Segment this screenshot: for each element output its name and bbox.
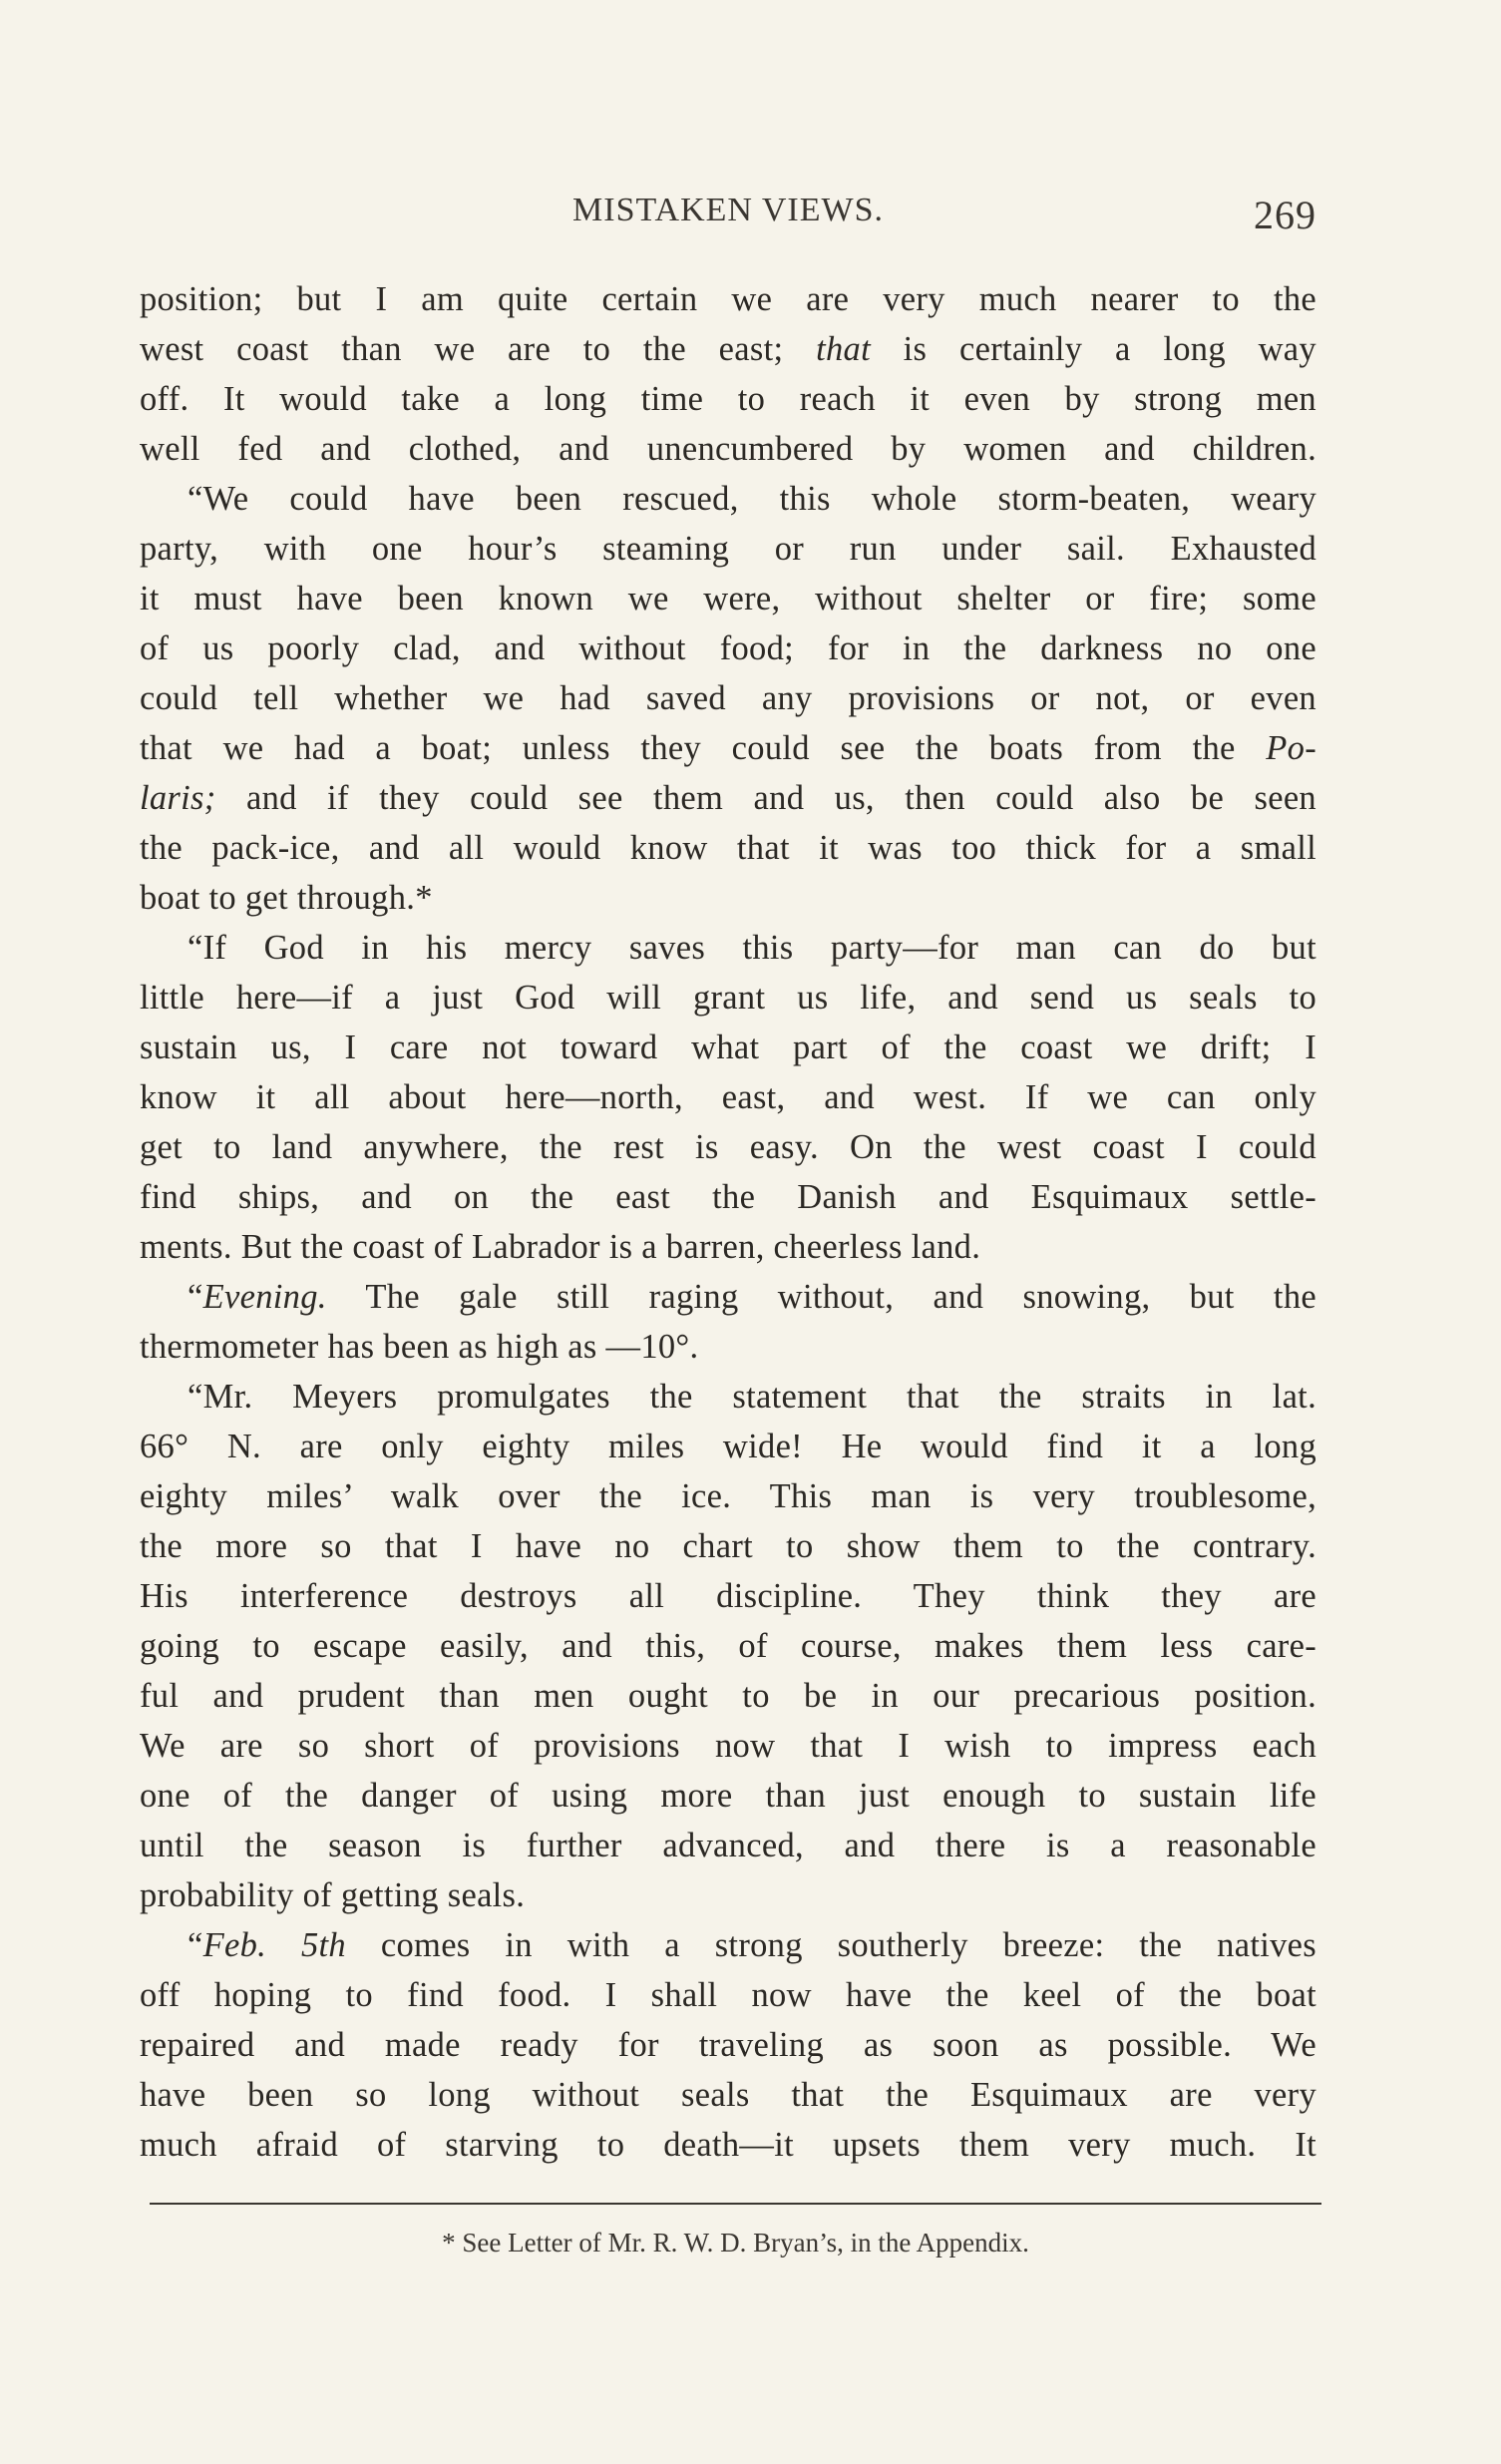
text-line: thermometer has been as high as —10°. [140, 1328, 699, 1366]
text-line: “If God in his mercy saves this party—for man can do but [188, 929, 1316, 967]
text-line: 66° N. are only eighty miles wide! He would find it a long [140, 1428, 1316, 1465]
text-line: party, with one hour’s steaming or run under sail. Exhausted [140, 530, 1316, 568]
text-line: ments. But the coast of Labrador is a barren, cheerless land. [140, 1228, 981, 1266]
text-line: little here—if a just God will grant us life, and send us seals to [140, 979, 1316, 1017]
text-line: sustain us, I care not toward what part of the coast we drift; I [140, 1028, 1316, 1066]
text-line: much afraid of starving to death—it upsets them very much. It [140, 2126, 1316, 2164]
text-line: “We could have been rescued, this whole storm-beaten, weary [188, 480, 1316, 518]
text-line: going to escape easily, and this, of course, makes them less care- [140, 1627, 1316, 1665]
text-line: the pack-ice, and all would know that it was too thick for a small [140, 829, 1316, 867]
running-head [140, 192, 1316, 251]
text-line: His interference destroys all discipline. They think they are [140, 1577, 1316, 1615]
text-line: probability of getting seals. [140, 1876, 526, 1914]
text-line: know it all about here—north, east, and west. If we can only [140, 1078, 1316, 1116]
text-line: “Mr. Meyers promulgates the statement that the straits in lat. [188, 1378, 1316, 1416]
text-line: could tell whether we had saved any provisions or not, or even [140, 679, 1316, 717]
text-line: find ships, and on the east the Danish and Esquimaux settle- [140, 1178, 1316, 1216]
text-line: eighty miles’ walk over the ice. This man is very troublesome, [140, 1477, 1316, 1515]
text-line: We are so short of provisions now that I wish to impress each [140, 1727, 1316, 1765]
text-line: until the season is further advanced, and there is a reasonable [140, 1827, 1316, 1864]
text-line: ful and prudent than men ought to be in our precarious position. [140, 1677, 1316, 1715]
text-line: one of the danger of using more than just enough to sustain life [140, 1777, 1316, 1815]
text-line: well fed and clothed, and unencumbered by women and children. [140, 430, 1316, 468]
text-line: boat to get through.* [140, 879, 433, 917]
text-line: it must have been known we were, without shelter or fire; some [140, 580, 1316, 617]
text-line: off. It would take a long time to reach it even by strong men [140, 380, 1316, 418]
footnote: * See Letter of Mr. R. W. D. Bryan’s, in the Appendix. [442, 2228, 1029, 2258]
text-line: “Feb. 5th comes in with a strong southerly breeze: the natives [188, 1926, 1317, 1964]
text-line: get to land anywhere, the rest is easy. On the west coast I could [140, 1128, 1316, 1166]
running-title: MISTAKEN VIEWS. [572, 192, 884, 228]
text-line: west coast than we are to the east; that is certainly a long way [140, 330, 1316, 368]
text-line: that we had a boat; unless they could see the boats from the Po- [140, 729, 1316, 767]
text-line: repaired and made ready for traveling as soon as possible. We [140, 2026, 1316, 2064]
text-line: off hoping to find food. I shall now have the keel of the boat [140, 1976, 1316, 2014]
text-line: have been so long without seals that the Esquimaux are very [140, 2076, 1316, 2114]
text-line: the more so that I have no chart to show them to the contrary. [140, 1527, 1316, 1565]
page-number: 269 [1254, 193, 1316, 237]
text-line: “Evening. The gale still raging without, and snowing, but the [188, 1278, 1316, 1316]
text-line: laris; and if they could see them and us, then could also be seen [140, 779, 1316, 817]
text-line: of us poorly clad, and without food; for in the darkness no one [140, 629, 1316, 667]
text-line: position; but I am quite certain we are very much nearer to the [140, 280, 1316, 318]
body-text [140, 274, 1316, 2170]
footnote-rule [150, 2203, 1321, 2205]
